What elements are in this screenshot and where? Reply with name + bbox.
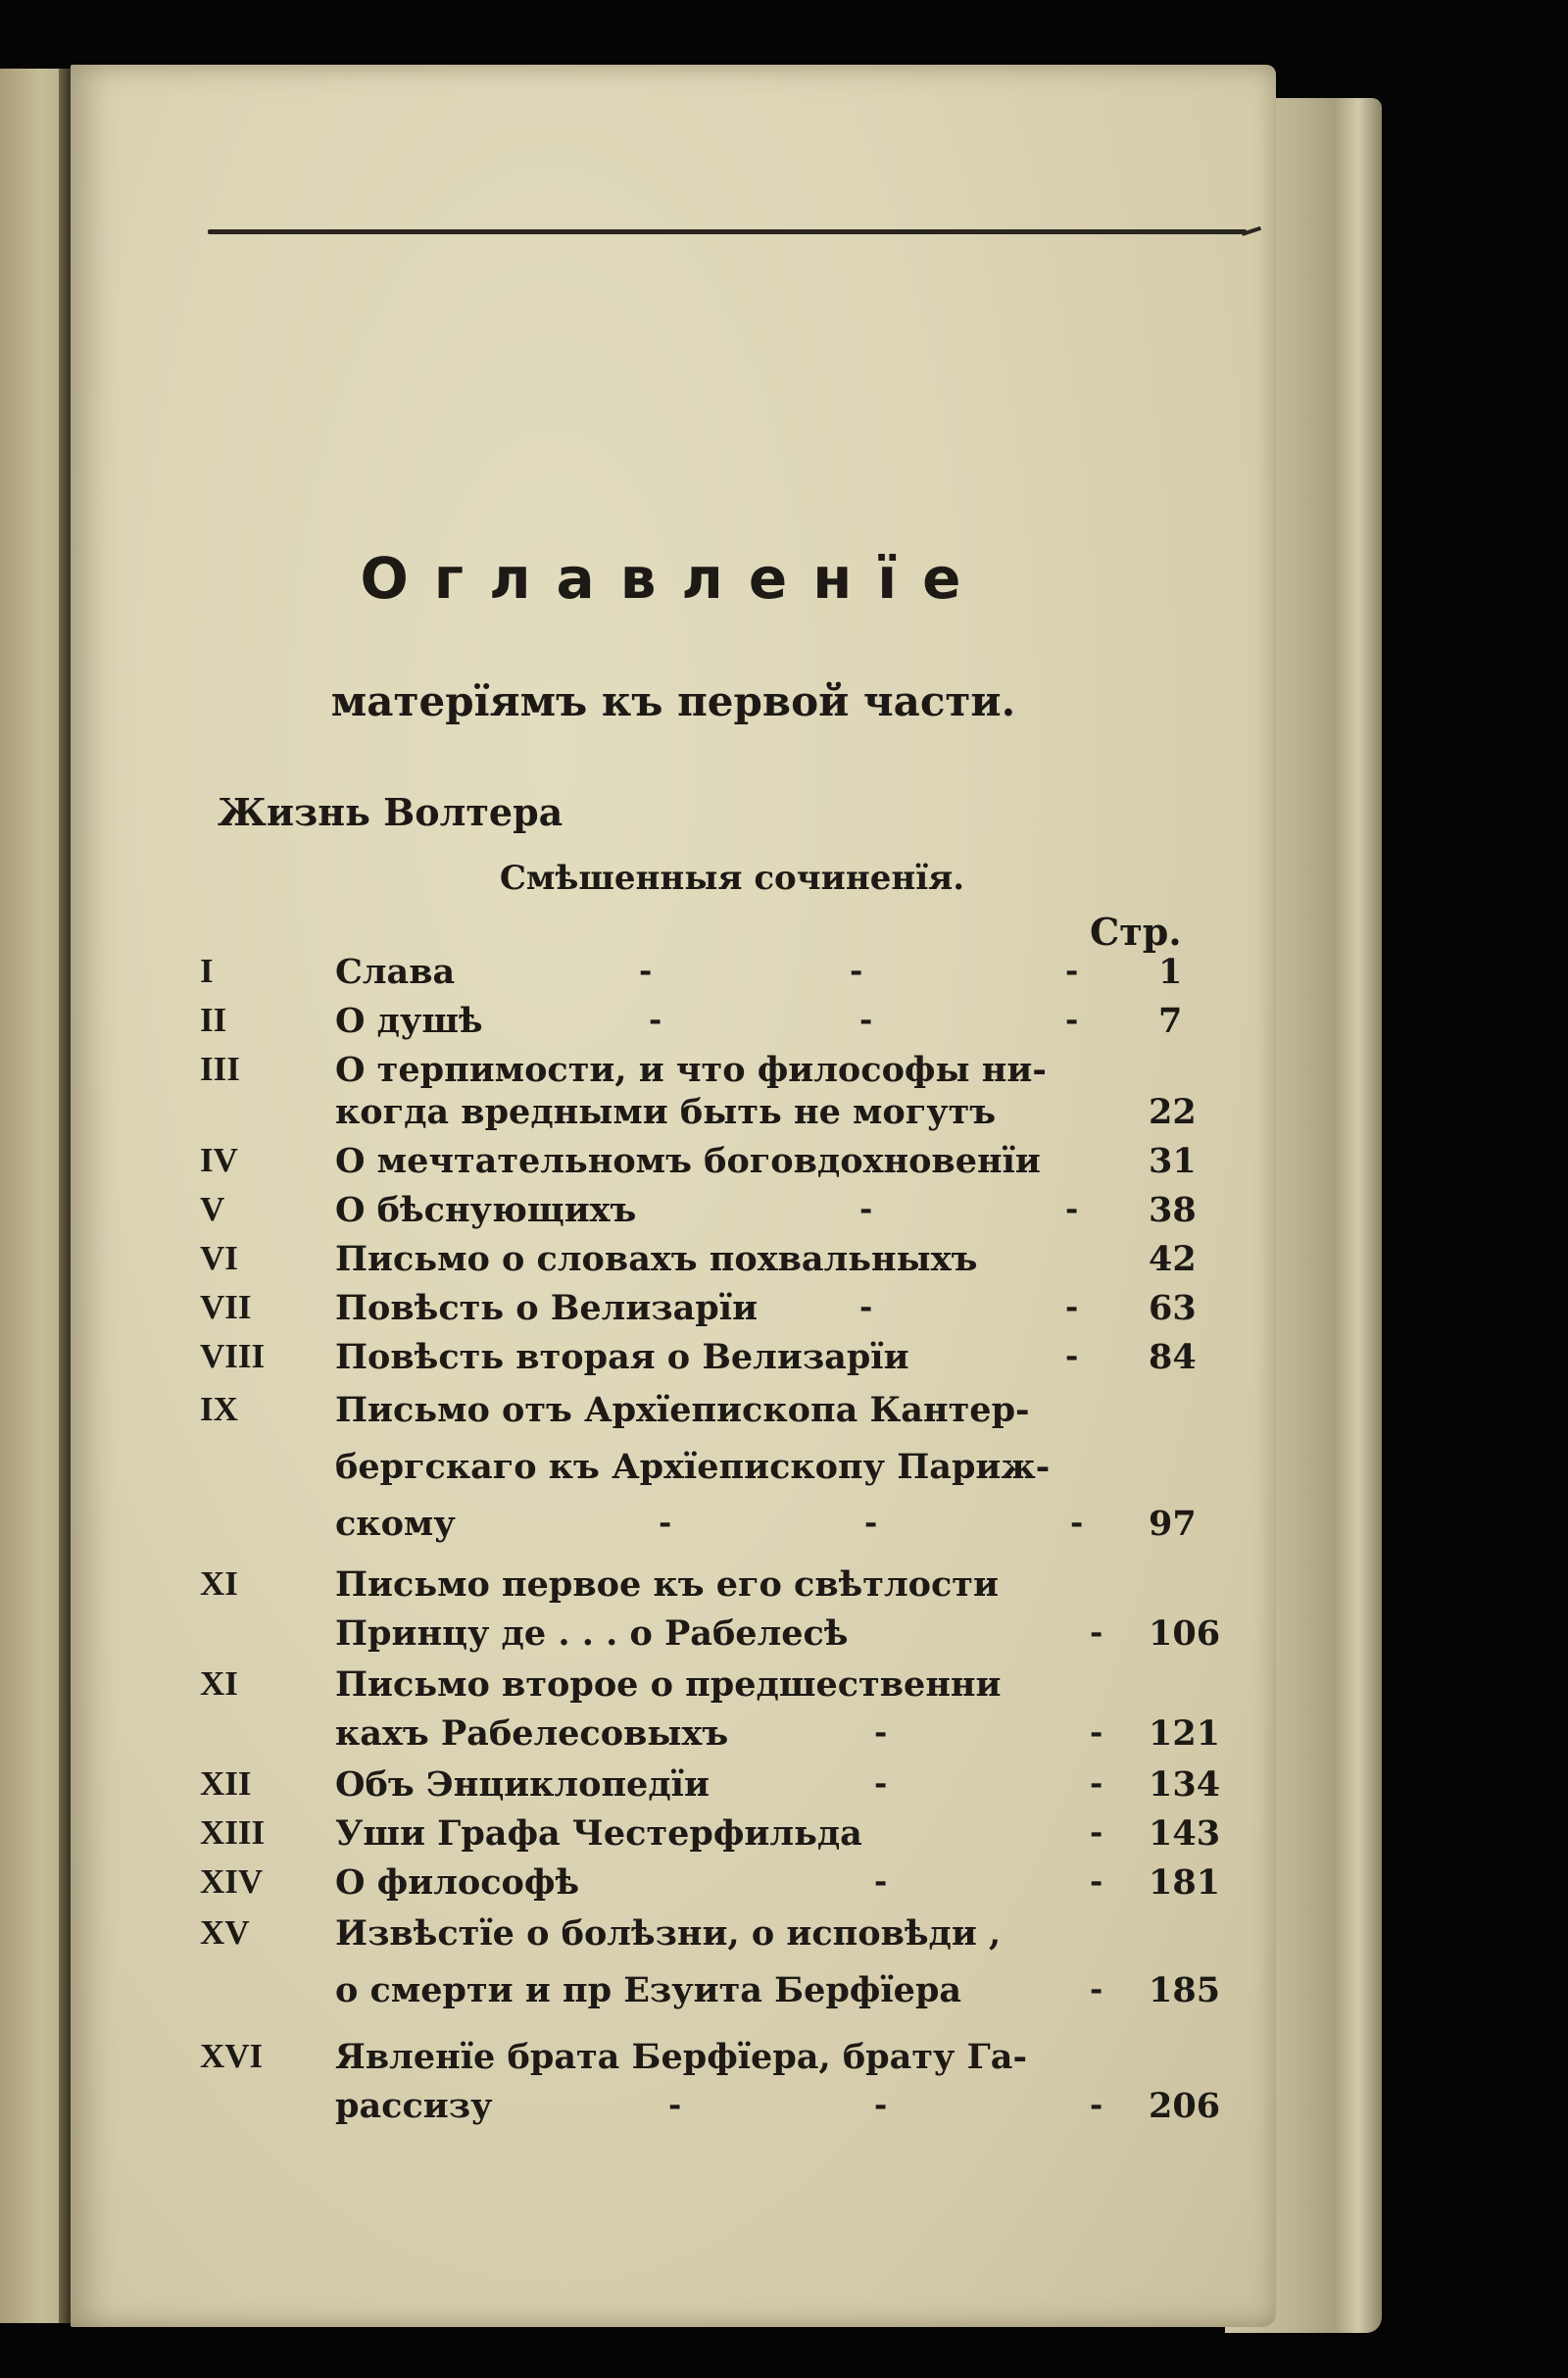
entry-title: Принцу де . . . о Рабелесѣ xyxy=(335,1613,849,1654)
entry-number: II xyxy=(200,1001,227,1039)
entry-page: 22 xyxy=(1149,1092,1197,1132)
toc-subtitle: матерїямъ къ первой части. xyxy=(330,677,1016,725)
entry-title: Явленїе брата Берфїера, брату Га- xyxy=(335,2037,1027,2077)
leader-dash: - xyxy=(1090,1813,1103,1851)
leader-dash: - xyxy=(668,2086,682,2123)
entry-number: V xyxy=(200,1190,225,1228)
entry-title: Письмо отъ Архїепископа Кантер- xyxy=(335,1390,1030,1430)
entry-number: XIII xyxy=(200,1813,266,1852)
leader-dash: - xyxy=(1065,1190,1079,1227)
entry-title: О терпимости, и что философы ни- xyxy=(335,1050,1047,1090)
entry-title: когда вредными быть не могутъ xyxy=(335,1092,997,1132)
leader-dash: - xyxy=(1090,1764,1103,1802)
entry-title: скому xyxy=(335,1504,456,1544)
leader-dash: - xyxy=(1090,1862,1103,1900)
leader-dash: - xyxy=(639,952,653,989)
entry-title: рассизу xyxy=(335,2086,493,2126)
life-entry: Жизнь Волтера xyxy=(218,790,564,834)
entry-number: XI xyxy=(200,1564,238,1603)
entry-page: 185 xyxy=(1149,1970,1221,2010)
leader-dash: - xyxy=(1090,1713,1103,1751)
entry-number: XI xyxy=(200,1664,238,1703)
entry-title: Письмо первое къ его свѣтлости xyxy=(335,1564,999,1605)
section-heading: Смѣшенныя сочиненїя. xyxy=(499,859,965,898)
entry-title: О душѣ xyxy=(335,1001,483,1041)
leader-dash: - xyxy=(1065,952,1079,989)
leader-dash: - xyxy=(850,952,863,989)
entry-page: 42 xyxy=(1149,1239,1197,1279)
entry-title: Письмо второе о предшественни xyxy=(335,1664,1002,1705)
entry-number: XVI xyxy=(200,2037,264,2075)
leader-dash: - xyxy=(1065,1288,1079,1325)
entry-page: 121 xyxy=(1149,1713,1221,1754)
entry-page: 106 xyxy=(1149,1613,1221,1654)
entry-page: 63 xyxy=(1149,1288,1197,1328)
page-column-header: Стр. xyxy=(1090,910,1182,954)
entry-title: Повѣсть о Велизарїи xyxy=(335,1288,759,1328)
entry-title: Объ Энциклопедїи xyxy=(335,1764,710,1805)
leader-dash: - xyxy=(1070,1504,1084,1541)
leader-dash: - xyxy=(1090,1970,1103,2007)
entry-page: 38 xyxy=(1149,1190,1197,1230)
leader-dash: - xyxy=(859,1190,873,1227)
entry-page: 143 xyxy=(1149,1813,1221,1854)
entry-number: IX xyxy=(200,1390,238,1428)
toc-title: Оглавленїе xyxy=(360,545,987,612)
leader-dash: - xyxy=(874,1713,888,1751)
entry-page: 97 xyxy=(1149,1504,1197,1544)
entry-page: 206 xyxy=(1149,2086,1221,2126)
entry-title: О бѣснующихъ xyxy=(335,1190,637,1230)
entry-number: XII xyxy=(200,1764,252,1803)
leader-dash: - xyxy=(864,1504,878,1541)
entry-title: кахъ Рабелесовыхъ xyxy=(335,1713,729,1754)
entry-title: О философѣ xyxy=(335,1862,580,1903)
entry-title: бергскаго къ Архїепископу Париж- xyxy=(335,1447,1051,1487)
entry-number: III xyxy=(200,1050,240,1088)
entry-title: Извѣстїе о болѣзни, о исповѣди , xyxy=(335,1913,1002,1954)
entry-number: VI xyxy=(200,1239,238,1277)
top-rule xyxy=(208,229,1247,234)
entry-page: 181 xyxy=(1149,1862,1221,1903)
leader-dash: - xyxy=(649,1001,662,1038)
entry-number: IV xyxy=(200,1141,238,1179)
leader-dash: - xyxy=(1065,1001,1079,1038)
entry-title: Уши Графа Честерфильда xyxy=(335,1813,862,1854)
entry-title: Письмо о словахъ похвальныхъ xyxy=(335,1239,978,1279)
book-page xyxy=(71,65,1276,2327)
leader-dash: - xyxy=(874,1862,888,1900)
leader-dash: - xyxy=(1090,1613,1103,1651)
leader-dash: - xyxy=(659,1504,672,1541)
leader-dash: - xyxy=(1065,1337,1079,1374)
entry-title: о смерти и пр Езуита Берфїера xyxy=(335,1970,962,2010)
entry-title: Слава xyxy=(335,952,456,992)
entry-number: I xyxy=(200,952,214,990)
leader-dash: - xyxy=(859,1001,873,1038)
entry-number: VII xyxy=(200,1288,252,1326)
entry-page: 1 xyxy=(1158,952,1183,992)
entry-number: XV xyxy=(200,1913,250,1952)
leader-dash: - xyxy=(859,1288,873,1325)
entry-page: 7 xyxy=(1158,1001,1183,1041)
leader-dash: - xyxy=(874,2086,888,2123)
leader-dash: - xyxy=(874,1764,888,1802)
entry-page: 134 xyxy=(1149,1764,1221,1805)
entry-title: Повѣсть вторая о Велизарїи xyxy=(335,1337,909,1377)
entry-page: 31 xyxy=(1149,1141,1197,1181)
leader-dash: - xyxy=(1090,2086,1103,2123)
entry-title: О мечтательномъ боговдохновенїи xyxy=(335,1141,1041,1181)
entry-number: XIV xyxy=(200,1862,264,1901)
entry-number: VIII xyxy=(200,1337,266,1375)
entry-page: 84 xyxy=(1149,1337,1197,1377)
